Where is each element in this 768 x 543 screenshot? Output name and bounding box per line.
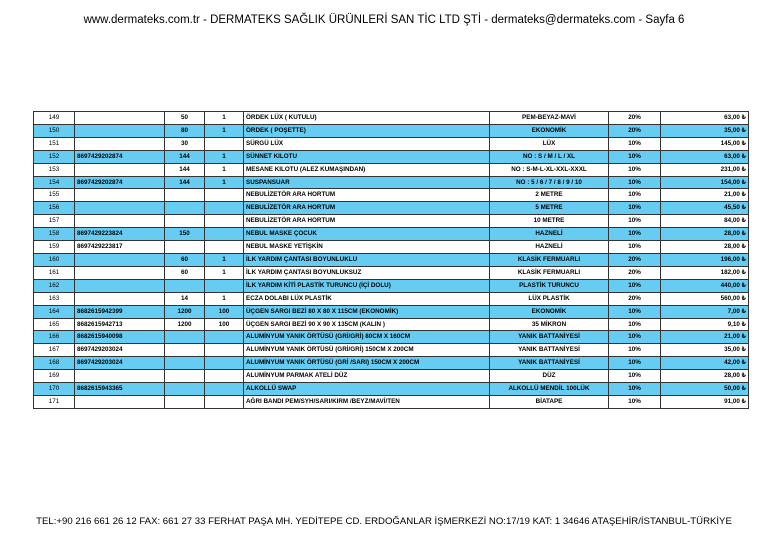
price-cell: 196,00 ₺: [661, 253, 749, 266]
vat-rate-cell: 20%: [609, 124, 661, 137]
package-qty-cell: 144: [165, 150, 205, 163]
vat-rate-cell: 10%: [609, 279, 661, 292]
table-row: [34, 241, 749, 254]
vat-rate-cell: 10%: [609, 305, 661, 318]
row-number: 166: [34, 331, 75, 344]
price-cell: 45,50 ₺: [661, 202, 749, 215]
unit-qty-cell: 1: [205, 176, 244, 189]
product-name-cell: AĞRI BANDI PEM/SYH/SARI/KIRM /BEYZ/MAVİ/TEN: [244, 395, 490, 408]
table-row: [34, 318, 749, 331]
barcode-cell: 8682615940098: [75, 331, 165, 344]
row-number: 168: [34, 357, 75, 370]
product-name-cell: İLK YARDIM KİTİ PLASTİK TURUNCU (İÇİ DOLU): [244, 279, 490, 292]
vat-rate-cell: 10%: [609, 137, 661, 150]
barcode-cell: [75, 279, 165, 292]
vat-rate-cell: 20%: [609, 112, 661, 125]
package-qty-cell: 60: [165, 253, 205, 266]
product-feature-cell: YANIK BATTANİYESİ: [490, 357, 609, 370]
product-feature-cell: BİATAPE: [490, 395, 609, 408]
package-qty-cell: [165, 331, 205, 344]
row-number: 159: [34, 241, 75, 254]
unit-qty-cell: [205, 370, 244, 383]
barcode-cell: [75, 189, 165, 202]
product-name-cell: ALUMİNYUM YANIK ÖRTÜSÜ (GRİ/GRİ) 150CM X 200CM: [244, 344, 490, 357]
unit-qty-cell: [205, 215, 244, 228]
barcode-cell: [75, 163, 165, 176]
product-name-cell: SUSPANSUAR: [244, 176, 490, 189]
barcode-cell: 8682615942713: [75, 318, 165, 331]
row-number: 171: [34, 395, 75, 408]
barcode-cell: [75, 370, 165, 383]
row-number: 153: [34, 163, 75, 176]
unit-qty-cell: [205, 189, 244, 202]
product-feature-cell: 2 METRE: [490, 189, 609, 202]
unit-qty-cell: 1: [205, 163, 244, 176]
price-cell: 35,00 ₺: [661, 124, 749, 137]
unit-qty-cell: [205, 202, 244, 215]
product-feature-cell: LÜX PLASTİK: [490, 292, 609, 305]
barcode-cell: [75, 124, 165, 137]
product-name-cell: ALUMİNYUM PARMAK ATELİ DÜZ: [244, 370, 490, 383]
barcode-cell: 8697429202874: [75, 176, 165, 189]
price-cell: 28,00 ₺: [661, 370, 749, 383]
vat-rate-cell: 10%: [609, 202, 661, 215]
barcode-cell: 8697429203024: [75, 357, 165, 370]
barcode-cell: 8697429223824: [75, 228, 165, 241]
package-qty-cell: 1200: [165, 305, 205, 318]
product-name-cell: NEBULİZETÖR ARA HORTUM: [244, 202, 490, 215]
barcode-cell: 8682615942399: [75, 305, 165, 318]
vat-rate-cell: 10%: [609, 241, 661, 254]
product-feature-cell: PLASTİK TURUNCU: [490, 279, 609, 292]
table-row: [34, 279, 749, 292]
vat-rate-cell: 20%: [609, 292, 661, 305]
package-qty-cell: [165, 202, 205, 215]
row-number: 155: [34, 189, 75, 202]
vat-rate-cell: 10%: [609, 344, 661, 357]
row-number: 151: [34, 137, 75, 150]
price-cell: 35,00 ₺: [661, 344, 749, 357]
table-row: [34, 163, 749, 176]
unit-qty-cell: 1: [205, 150, 244, 163]
product-name-cell: ALKOLLÜ SWAP: [244, 383, 490, 396]
row-number: 164: [34, 305, 75, 318]
vat-rate-cell: 10%: [609, 383, 661, 396]
barcode-cell: [75, 202, 165, 215]
product-feature-cell: LÜX: [490, 137, 609, 150]
product-feature-cell: NO : S / M / L / XL: [490, 150, 609, 163]
vat-rate-cell: 10%: [609, 163, 661, 176]
unit-qty-cell: 1: [205, 266, 244, 279]
price-cell: 91,00 ₺: [661, 395, 749, 408]
price-cell: 154,00 ₺: [661, 176, 749, 189]
product-feature-cell: NO : 5 / 6 / 7 / 8 / 9 / 10: [490, 176, 609, 189]
price-cell: 560,00 ₺: [661, 292, 749, 305]
vat-rate-cell: 10%: [609, 215, 661, 228]
unit-qty-cell: [205, 241, 244, 254]
product-feature-cell: KLASİK FERMUARLI: [490, 253, 609, 266]
table-row: [34, 137, 749, 150]
product-feature-cell: YANIK BATTANİYESİ: [490, 344, 609, 357]
barcode-cell: 8682615943365: [75, 383, 165, 396]
price-cell: 63,00 ₺: [661, 150, 749, 163]
product-feature-cell: EKONOMİK: [490, 124, 609, 137]
package-qty-cell: [165, 383, 205, 396]
table-row: [34, 344, 749, 357]
vat-rate-cell: 10%: [609, 331, 661, 344]
vat-rate-cell: 10%: [609, 189, 661, 202]
package-qty-cell: [165, 189, 205, 202]
unit-qty-cell: [205, 228, 244, 241]
product-feature-cell: YANIK BATTANİYESİ: [490, 331, 609, 344]
product-name-cell: NEBULİZETÖR ARA HORTUM: [244, 215, 490, 228]
barcode-cell: [75, 137, 165, 150]
barcode-cell: [75, 292, 165, 305]
product-feature-cell: 35 MİKRON: [490, 318, 609, 331]
package-qty-cell: [165, 370, 205, 383]
vat-rate-cell: 10%: [609, 370, 661, 383]
vat-rate-cell: 10%: [609, 176, 661, 189]
package-qty-cell: 144: [165, 176, 205, 189]
table-row: [34, 305, 749, 318]
product-feature-cell: 5 METRE: [490, 202, 609, 215]
unit-qty-cell: [205, 383, 244, 396]
price-cell: 28,00 ₺: [661, 241, 749, 254]
row-number: 158: [34, 228, 75, 241]
table-row: [34, 292, 749, 305]
package-qty-cell: 144: [165, 163, 205, 176]
table-row: [34, 395, 749, 408]
row-number: 165: [34, 318, 75, 331]
price-cell: 63,00 ₺: [661, 112, 749, 125]
row-number: 152: [34, 150, 75, 163]
page-footer: TEL:+90 216 661 26 12 FAX: 661 27 33 FERHAT PAŞA MH. YEDİTEPE CD. ERDOĞANLAR İŞMERKEZİ NO:17/19 KAT: 1 34646 ATAŞEHİR/İSTANBUL-TÜRKİYE: [36, 516, 732, 527]
package-qty-cell: [165, 395, 205, 408]
unit-qty-cell: [205, 344, 244, 357]
unit-qty-cell: 1: [205, 253, 244, 266]
price-list-table: [33, 111, 749, 409]
row-number: 150: [34, 124, 75, 137]
product-name-cell: MESANE KILOTU (ALEZ KUMAŞINDAN): [244, 163, 490, 176]
package-qty-cell: [165, 241, 205, 254]
package-qty-cell: [165, 215, 205, 228]
package-qty-cell: [165, 357, 205, 370]
product-name-cell: NEBUL MASKE YETİŞKİN: [244, 241, 490, 254]
row-number: 170: [34, 383, 75, 396]
table-row: [34, 253, 749, 266]
unit-qty-cell: 100: [205, 318, 244, 331]
table-row: [34, 357, 749, 370]
unit-qty-cell: 1: [205, 124, 244, 137]
barcode-cell: 8697429202874: [75, 150, 165, 163]
unit-qty-cell: [205, 331, 244, 344]
product-name-cell: ALUMİNYUM YANIK ÖRTÜSÜ (GRİ/GRİ) 80CM X 160CM: [244, 331, 490, 344]
price-cell: 21,00 ₺: [661, 331, 749, 344]
row-number: 154: [34, 176, 75, 189]
row-number: 169: [34, 370, 75, 383]
product-name-cell: ECZA DOLABI LÜX PLASTİK: [244, 292, 490, 305]
price-cell: 145,00 ₺: [661, 137, 749, 150]
price-cell: 182,00 ₺: [661, 266, 749, 279]
product-name-cell: ÜÇGEN SARGI BEZİ 90 X 90 X 135CM (KALIN ): [244, 318, 490, 331]
barcode-cell: [75, 395, 165, 408]
product-name-cell: ALUMİNYUM YANIK ÖRTÜSÜ (GRİ /SARI) 150CM X 200CM: [244, 357, 490, 370]
vat-rate-cell: 20%: [609, 253, 661, 266]
product-feature-cell: HAZNELİ: [490, 241, 609, 254]
barcode-cell: 8697429203024: [75, 344, 165, 357]
product-name-cell: SÜRGÜ LÜX: [244, 137, 490, 150]
row-number: 156: [34, 202, 75, 215]
package-qty-cell: 60: [165, 266, 205, 279]
package-qty-cell: 80: [165, 124, 205, 137]
barcode-cell: [75, 266, 165, 279]
row-number: 157: [34, 215, 75, 228]
row-number: 149: [34, 112, 75, 125]
price-cell: 7,00 ₺: [661, 305, 749, 318]
row-number: 160: [34, 253, 75, 266]
page-header: www.dermateks.com.tr - DERMATEKS SAĞLIK ÜRÜNLERİ SAN TİC LTD ŞTİ - dermateks@dermateks.com - Sayfa 6: [83, 14, 685, 26]
unit-qty-cell: 1: [205, 112, 244, 125]
table-row: [34, 215, 749, 228]
product-name-cell: İLK YARDIM ÇANTASI BOYUNLUKLU: [244, 253, 490, 266]
table-row: [34, 383, 749, 396]
product-name-cell: ÖRDEK LÜX ( KUTULU): [244, 112, 490, 125]
vat-rate-cell: 10%: [609, 395, 661, 408]
price-cell: 42,00 ₺: [661, 357, 749, 370]
product-feature-cell: NO : S-M-L-XL-XXL-XXXL: [490, 163, 609, 176]
product-name-cell: ÖRDEK ( POŞETTE): [244, 124, 490, 137]
package-qty-cell: [165, 344, 205, 357]
price-cell: 9,10 ₺: [661, 318, 749, 331]
table-row: [34, 202, 749, 215]
product-feature-cell: KLASİK FERMUARLI: [490, 266, 609, 279]
unit-qty-cell: 100: [205, 305, 244, 318]
table-row: [34, 124, 749, 137]
price-cell: 50,00 ₺: [661, 383, 749, 396]
unit-qty-cell: 1: [205, 292, 244, 305]
price-cell: 440,00 ₺: [661, 279, 749, 292]
vat-rate-cell: 10%: [609, 318, 661, 331]
product-name-cell: SÜNNET KILOTU: [244, 150, 490, 163]
unit-qty-cell: [205, 395, 244, 408]
barcode-cell: [75, 253, 165, 266]
table-row: [34, 266, 749, 279]
unit-qty-cell: [205, 279, 244, 292]
row-number: 161: [34, 266, 75, 279]
package-qty-cell: 50: [165, 112, 205, 125]
price-cell: 84,00 ₺: [661, 215, 749, 228]
product-name-cell: NEBULİZETÖR ARA HORTUM: [244, 189, 490, 202]
vat-rate-cell: 10%: [609, 357, 661, 370]
vat-rate-cell: 10%: [609, 228, 661, 241]
table-row: [34, 189, 749, 202]
product-feature-cell: DÜZ: [490, 370, 609, 383]
table-row: [34, 228, 749, 241]
vat-rate-cell: 10%: [609, 150, 661, 163]
product-name-cell: ÜÇGEN SARGI BEZİ 80 X 80 X 115CM (EKONOMİK): [244, 305, 490, 318]
barcode-cell: 8697429223817: [75, 241, 165, 254]
package-qty-cell: 1200: [165, 318, 205, 331]
package-qty-cell: 30: [165, 137, 205, 150]
product-feature-cell: HAZNELİ: [490, 228, 609, 241]
table-row: [34, 331, 749, 344]
table-row: [34, 150, 749, 163]
product-feature-cell: PEM-BEYAZ-MAVİ: [490, 112, 609, 125]
price-cell: 231,00 ₺: [661, 163, 749, 176]
vat-rate-cell: 20%: [609, 266, 661, 279]
row-number: 162: [34, 279, 75, 292]
barcode-cell: [75, 112, 165, 125]
price-cell: 28,00 ₺: [661, 228, 749, 241]
package-qty-cell: [165, 279, 205, 292]
package-qty-cell: 14: [165, 292, 205, 305]
product-name-cell: İLK YARDIM ÇANTASI BOYUNLUKSUZ: [244, 266, 490, 279]
table-row: [34, 112, 749, 125]
barcode-cell: [75, 215, 165, 228]
table-row: [34, 370, 749, 383]
product-name-cell: NEBUL MASKE ÇOCUK: [244, 228, 490, 241]
product-feature-cell: ALKOLLÜ MENDİL 100LÜK: [490, 383, 609, 396]
price-cell: 21,00 ₺: [661, 189, 749, 202]
package-qty-cell: 150: [165, 228, 205, 241]
product-feature-cell: EKONOMİK: [490, 305, 609, 318]
row-number: 163: [34, 292, 75, 305]
row-number: 167: [34, 344, 75, 357]
table-row: [34, 176, 749, 189]
product-feature-cell: 10 METRE: [490, 215, 609, 228]
unit-qty-cell: [205, 357, 244, 370]
unit-qty-cell: [205, 137, 244, 150]
